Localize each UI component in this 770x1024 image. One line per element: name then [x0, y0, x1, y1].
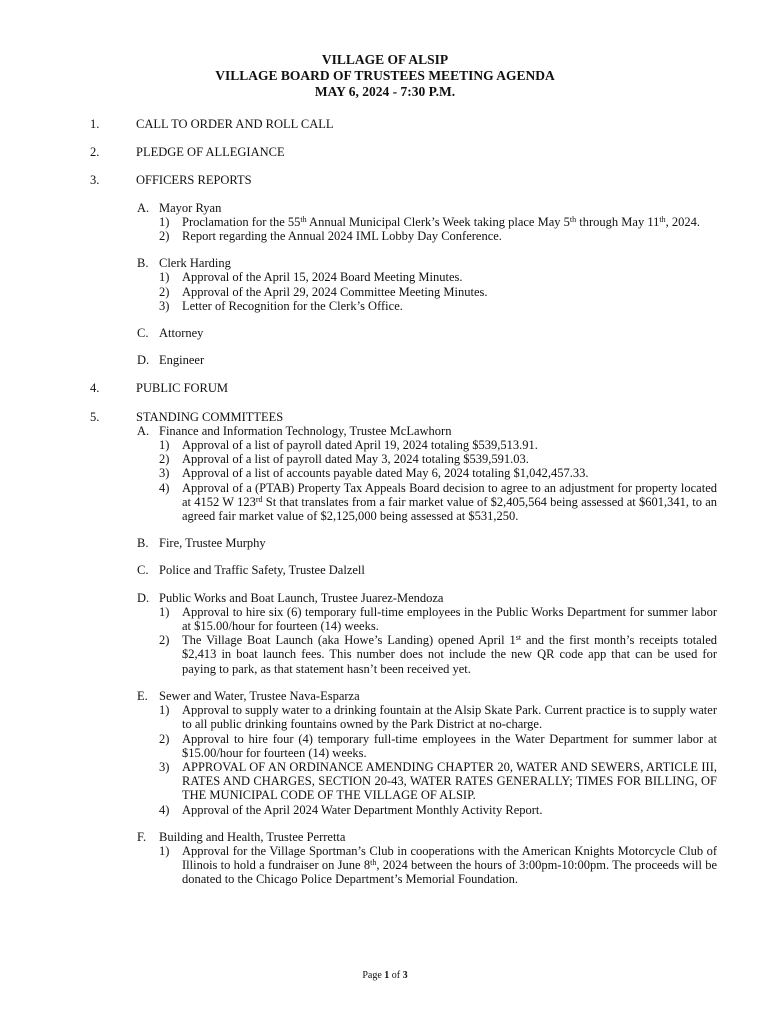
section-number: 2.: [90, 145, 100, 160]
agenda-body: [0, 117, 770, 887]
subsection-title: Engineer: [159, 353, 205, 368]
subsection-fire: [137, 536, 770, 550]
item-text: Report regarding the Annual 2024 IML Lobby Day Conference.: [182, 229, 502, 244]
item-text: Approval of a list of accounts payable dated May 6, 2024 totaling $1,042,457.33.: [182, 466, 589, 481]
section-number: 1.: [90, 117, 100, 131]
item-number: 4): [159, 480, 170, 495]
subsection-title: Attorney: [159, 326, 204, 341]
list-item: [159, 285, 717, 299]
item-text: Approval to hire four (4) temporary full-time employees in the Water Department for summer labor at $15.00/hour for fourteen (14) weeks.: [182, 731, 717, 760]
subsection-title: Mayor Ryan: [159, 200, 222, 215]
subsection-title: Fire, Trustee Murphy: [159, 536, 266, 551]
item-text: APPROVAL OF AN ORDINANCE AMENDING CHAPTER 20, WATER AND SEWERS, ARTICLE III, RATES AND CHARGES, SECTION 20-43, WATER RATES GENERALLY; TIMES FOR BILLING, OF THE MUNICIPAL CODE OF THE VILLAGE OF ALSIP.: [182, 759, 717, 803]
subsection-finance: [137, 424, 770, 438]
item-text: The Village Boat Launch (aka Howe’s Landing) opened April 1st and the first month’s receipts totaled $2,413 in boat launch fees. This number does not include the new QR code app that can be used for paying to park, as that statement hasn’t been received yet.: [182, 633, 717, 676]
item-text: Letter of Recognition for the Clerk’s Office.: [182, 298, 403, 313]
list-item: [159, 732, 717, 760]
subsection-letter: D.: [137, 590, 150, 605]
subsection-title: Clerk Harding: [159, 256, 231, 271]
subsection-attorney: [137, 326, 770, 340]
agenda-header: [0, 52, 770, 100]
subsection-letter: F.: [137, 829, 147, 844]
header-agenda-title: VILLAGE BOARD OF TRUSTEES MEETING AGENDA: [215, 68, 555, 83]
list-item: [159, 229, 717, 243]
header-village-name: VILLAGE OF ALSIP: [321, 52, 449, 67]
list-item: [159, 803, 717, 817]
item-number: 1): [159, 604, 170, 619]
item-number: 2): [159, 452, 170, 467]
section-title: CALL TO ORDER AND ROLL CALL: [136, 117, 334, 131]
subsection-letter: A.: [137, 423, 150, 438]
item-text: Approval of the April 15, 2024 Board Meeting Minutes.: [182, 270, 463, 285]
item-number: 4): [159, 802, 170, 817]
list-item: [159, 270, 717, 284]
section-title: PUBLIC FORUM: [136, 381, 229, 396]
subsection-letter: E.: [137, 688, 148, 703]
section-call-to-order: [0, 117, 770, 131]
subsection-letter: C.: [137, 326, 149, 341]
section-number: 5.: [90, 409, 100, 424]
item-number: 2): [159, 229, 170, 244]
list-item: [159, 438, 717, 452]
subsection-sewer-water: [137, 689, 770, 703]
subsection-title: Finance and Information Technology, Trustee McLawhorn: [159, 423, 452, 438]
subsection-title: Sewer and Water, Trustee Nava-Esparza: [159, 688, 360, 703]
section-standing-committees: [0, 410, 770, 424]
item-text: Approval of a list of payroll dated May 3, 2024 totaling $539,591.03.: [182, 452, 529, 467]
list-item: [159, 481, 717, 524]
list-item: [159, 299, 717, 313]
item-number: 1): [159, 438, 170, 453]
item-text: Approval of the April 2024 Water Department Monthly Activity Report.: [182, 802, 543, 817]
subsection-police: [137, 563, 770, 577]
header-meeting-date: MAY 6, 2024 - 7:30 P.M.: [314, 84, 456, 99]
list-item: [159, 844, 717, 887]
item-number: 1): [159, 843, 170, 858]
item-number: 3): [159, 298, 170, 313]
item-text: Approval to hire six (6) temporary full-time employees in the Public Works Department for summer labor at $15.00/hour for fourteen (14) weeks.: [182, 604, 717, 634]
item-number: 1): [159, 703, 170, 718]
item-number: 2): [159, 633, 170, 648]
section-number: 3.: [90, 173, 100, 188]
subsection-mayor: [137, 201, 770, 215]
item-text: Proclamation for the 55th Annual Municipal Clerk’s Week taking place May 5th through May 11th, 2024.: [182, 214, 700, 229]
item-text: Approval to supply water to a drinking fountain at the Alsip Skate Park. Current practice is to supply water to all public drinking fountains owned by the Park District at no-charge.: [182, 703, 717, 732]
subsection-public-works: [137, 591, 770, 605]
subsection-engineer: [137, 353, 770, 367]
list-item: [159, 703, 717, 731]
subsection-title: Public Works and Boat Launch, Trustee Juarez-Mendoza: [159, 590, 444, 605]
item-number: 3): [159, 759, 170, 774]
subsection-letter: B.: [137, 256, 149, 271]
item-text: Approval of a (PTAB) Property Tax Appeals Board decision to agree to an adjustment for property located at 4152 W 123rd St that translates from a fair market value of $2,405,564 being assessed at $601,341, to an agreed fair market value of $2,125,000 being assessed at $531,250.: [182, 480, 717, 524]
item-number: 1): [159, 214, 170, 229]
list-item: [159, 633, 717, 676]
item-number: 2): [159, 284, 170, 299]
subsection-letter: A.: [137, 200, 150, 215]
item-number: 1): [159, 270, 170, 285]
list-item: [159, 215, 717, 229]
subsection-letter: D.: [137, 353, 150, 368]
subsection-letter: B.: [137, 536, 149, 551]
list-item: [159, 452, 717, 466]
list-item: [159, 760, 717, 803]
item-text: Approval for the Village Sportman’s Club in cooperations with the American Knights Motorcycle Club of Illinois to hold a fundraiser on June 8th, 2024 between the hours of 3:00pm-10:00pm. The proceeds will be donated to the Chicago Police Department’s Memorial Foundation.: [182, 843, 717, 887]
section-public-forum: [0, 381, 770, 395]
subsection-building-health: [137, 830, 770, 844]
section-pledge: [0, 145, 770, 159]
item-number: 3): [159, 466, 170, 481]
item-text: Approval of the April 29, 2024 Committee Meeting Minutes.: [182, 284, 488, 299]
subsection-title: Building and Health, Trustee Perretta: [159, 829, 346, 844]
page-number: Page 1 of 3: [362, 970, 408, 981]
subsection-letter: C.: [137, 563, 149, 578]
section-officers-reports: [0, 173, 770, 187]
section-title: STANDING COMMITTEES: [136, 409, 284, 424]
section-title: PLEDGE OF ALLEGIANCE: [136, 145, 285, 160]
item-text: Approval of a list of payroll dated April 19, 2024 totaling $539,513.91.: [182, 438, 538, 453]
subsection-clerk: [137, 256, 770, 270]
section-title: OFFICERS REPORTS: [136, 173, 252, 188]
list-item: [159, 605, 717, 633]
subsection-title: Police and Traffic Safety, Trustee Dalzell: [159, 563, 365, 578]
list-item: [159, 466, 717, 480]
item-number: 2): [159, 731, 170, 746]
section-number: 4.: [90, 381, 100, 396]
